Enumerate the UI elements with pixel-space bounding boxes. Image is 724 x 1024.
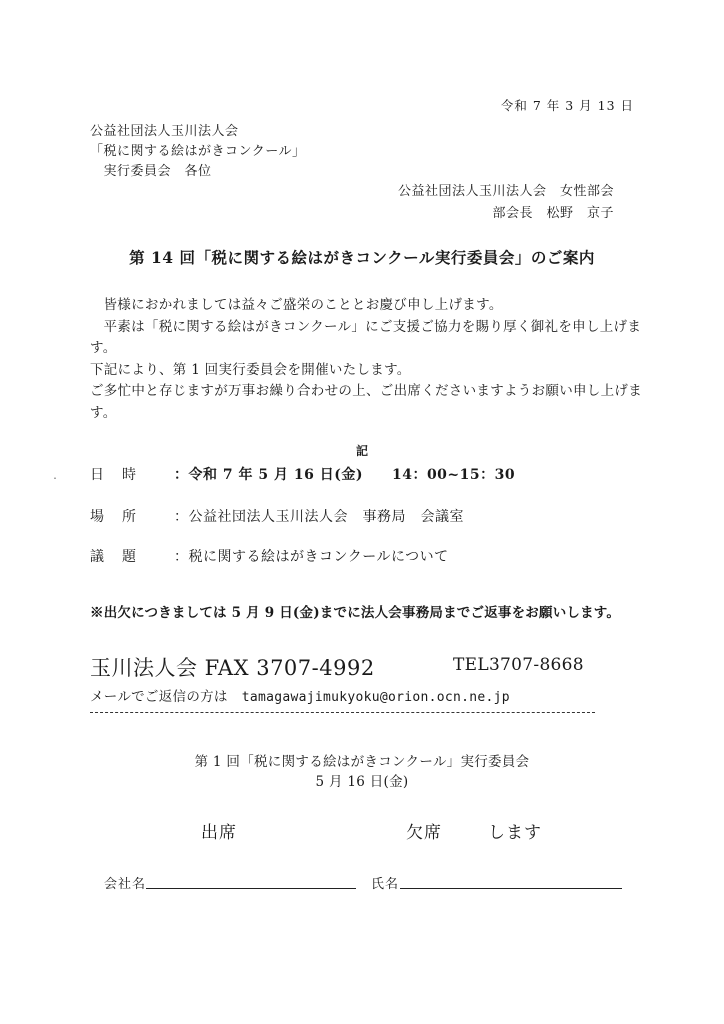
recipient-line-3: 実行委員会 各位 bbox=[90, 164, 212, 179]
body-paragraph-notice: 下記により、第 1 回実行委員会を開催いたします。 bbox=[90, 361, 411, 378]
detail-label: 日時 bbox=[90, 467, 154, 483]
fax-number: 玉川法人会 FAX 3707-4992 bbox=[90, 656, 375, 680]
reply-form-date: 5 月 16 日(金) bbox=[315, 774, 409, 790]
reply-deadline-note: ※出欠につきましては 5 月 9 日(金)までに法人会事務局までご返事をお願いします。 bbox=[90, 605, 621, 621]
detail-label: 議題 bbox=[90, 549, 154, 565]
email-address: tamagawajimukyoku@orion.ocn.ne.jp bbox=[241, 690, 510, 705]
body-paragraph-request: ご多忙中と存じますが万事お繰り合わせの上、ご出席くださいますようお願い申し上げます。 bbox=[90, 383, 642, 421]
body-paragraph-thanks: 平素は「税に関する絵はがきコンクール」にご支援ご協力を賜り厚く御礼を申し上げます。 bbox=[90, 318, 642, 356]
detail-label: 場所 bbox=[90, 509, 154, 525]
recipient-line-2: 「税に関する絵はがきコンクール」 bbox=[90, 144, 306, 159]
email-label: メールでご返信の方は bbox=[90, 689, 228, 705]
name-label: 氏名 bbox=[371, 877, 400, 892]
company-label: 会社名 bbox=[104, 877, 147, 892]
cut-line bbox=[90, 712, 595, 713]
absent-option[interactable]: 欠席 bbox=[406, 823, 442, 843]
document-title: 第 14 回「税に関する絵はがきコンクール実行委員会」のご案内 bbox=[129, 248, 595, 267]
sender-organization: 公益社団法人玉川法人会 女性部会 bbox=[397, 184, 614, 199]
attend-option[interactable]: 出席 bbox=[201, 823, 237, 843]
recipient-line-1: 公益社団法人玉川法人会 bbox=[90, 124, 239, 139]
body-text bbox=[90, 295, 650, 424]
margin-mark: ・ bbox=[51, 474, 59, 483]
attend-suffix: します bbox=[488, 823, 542, 843]
sender-name: 部会長 松野 京子 bbox=[492, 206, 614, 221]
name-field[interactable] bbox=[400, 888, 622, 889]
detail-row-datetime bbox=[90, 464, 515, 484]
detail-value: ：令和 7 年 5 月 16 日(金) 14：00~15：30 bbox=[174, 467, 516, 483]
body-paragraph-greeting: 皆様におかれましては益々ご盛栄のこととお慶び申し上げます。 bbox=[103, 297, 503, 313]
detail-value: ：公益社団法人玉川法人会 事務局 会議室 bbox=[174, 509, 464, 525]
tel-number: TEL3707-8668 bbox=[453, 655, 584, 675]
document-date: 令和 7 年 3 月 13 日 bbox=[500, 98, 634, 113]
email-line bbox=[90, 685, 510, 705]
ki-heading: 記 bbox=[355, 444, 368, 458]
company-field[interactable] bbox=[146, 888, 356, 889]
detail-row-place bbox=[90, 506, 464, 526]
detail-value: ：税に関する絵はがきコンクールについて bbox=[174, 549, 449, 565]
detail-row-agenda bbox=[90, 546, 449, 566]
reply-form-title: 第 1 回「税に関する絵はがきコンクール」実行委員会 bbox=[194, 754, 530, 770]
